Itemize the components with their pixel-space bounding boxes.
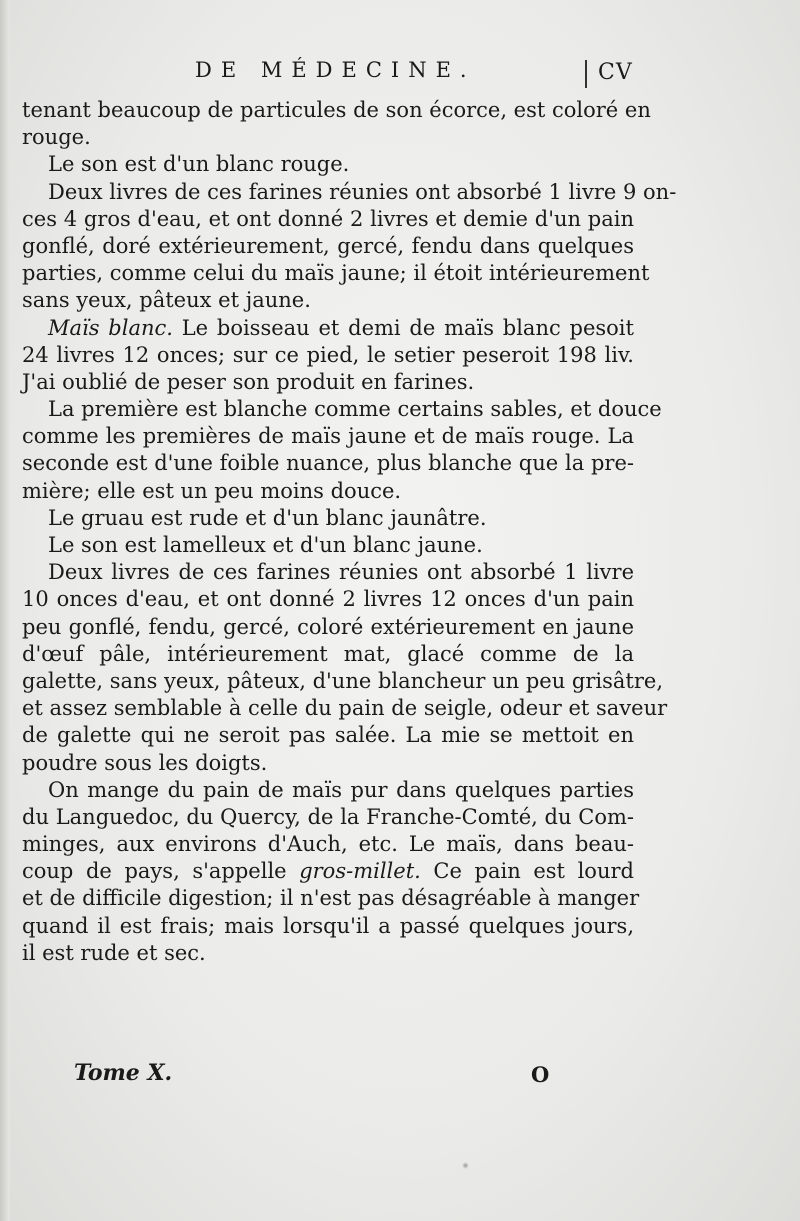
running-title: DE MÉDECINE.	[195, 58, 476, 82]
text-line: mière; elle est un peu moins douce.	[22, 478, 402, 503]
text-line: poudre sous les doigts.	[22, 750, 268, 775]
italic-term: gros-millet.	[299, 859, 421, 884]
text-line: seconde est d'une foible nuance, plus blanche que la pre-	[22, 451, 634, 476]
text-line: de galette qui ne seroit pas salée. La mie se mettoit en	[22, 723, 634, 748]
text-line: d'œuf pâle, intérieurement mat, glacé comme de la	[22, 641, 634, 666]
text-line: ces 4 gros d'eau, et ont donné 2 livres et demie d'un pain	[22, 206, 634, 231]
text-line: et assez semblable à celle du pain de seigle, odeur et saveur	[22, 696, 668, 721]
text-line-rest: Le boisseau et demi de maïs blanc pesoit	[181, 315, 634, 340]
paragraph-lead: Maïs blanc.	[48, 315, 173, 340]
text-line-rest: Ce pain est lourd	[433, 859, 634, 884]
main-text	[22, 97, 677, 967]
text-line: il est rude et sec.	[22, 940, 206, 965]
text-line: rouge.	[22, 125, 91, 150]
text-line: peu gonflé, fendu, gercé, coloré extérieurement en jaune	[22, 614, 634, 639]
signature-mark: O	[531, 1062, 550, 1087]
text-line: Deux livres de ces farines réunies ont absorbé 1 livre 9 on-	[48, 179, 677, 204]
text-line: sans yeux, pâteux et jaune.	[22, 288, 311, 313]
text-line: 10 onces d'eau, et ont donné 2 livres 12 onces d'un pain	[22, 587, 634, 612]
text-line: La première est blanche comme certains sables, et douce	[48, 397, 662, 422]
page-header	[0, 58, 800, 98]
volume-label: Tome X.	[74, 1060, 173, 1086]
header-rule	[585, 60, 587, 88]
paper-speck	[462, 1162, 469, 1169]
text-line: Deux livres de ces farines réunies ont absorbé 1 livre	[48, 560, 634, 585]
text-line: galette, sans yeux, pâteux, d'une blancheur un peu grisâtre,	[22, 668, 663, 693]
text-line-start: coup de pays, s'appelle	[22, 859, 287, 884]
page-number: CV	[598, 60, 633, 85]
text-line: Le son est lamelleux et d'un blanc jaune.	[48, 533, 483, 557]
text-line: gonflé, doré extérieurement, gercé, fendu dans quelques	[22, 233, 634, 258]
text-line-with-italic	[22, 858, 634, 885]
text-line: J'ai oublié de peser son produit en farines.	[22, 369, 475, 394]
text-line: comme les premières de maïs jaune et de maïs rouge. La	[22, 424, 634, 449]
text-line: parties, comme celui du maïs jaune; il étoit intérieurement	[22, 261, 650, 286]
text-line: du Languedoc, du Quercy, de la Franche-Comté, du Com-	[22, 804, 634, 829]
page-gutter-shadow	[0, 0, 10, 1221]
text-line: Le son est d'un blanc rouge.	[48, 152, 350, 177]
text-line: et de difficile digestion; il n'est pas désagréable à manger	[22, 886, 640, 911]
text-line: tenant beaucoup de particules de son écorce, est coloré en	[22, 98, 651, 122]
page-footer	[0, 1060, 800, 1100]
text-line: On mange du pain de maïs pur dans quelques parties	[48, 777, 634, 802]
text-line-with-lead	[22, 315, 634, 342]
text-line: quand il est frais; mais lorsqu'il a passé quelques jours,	[22, 913, 634, 938]
text-line: 24 livres 12 onces; sur ce pied, le setier peseroit 198 liv.	[22, 342, 634, 367]
text-line: Le gruau est rude et d'un blanc jaunâtre.	[48, 505, 487, 530]
text-line: minges, aux environs d'Auch, etc. Le maïs, dans beau-	[22, 832, 634, 857]
